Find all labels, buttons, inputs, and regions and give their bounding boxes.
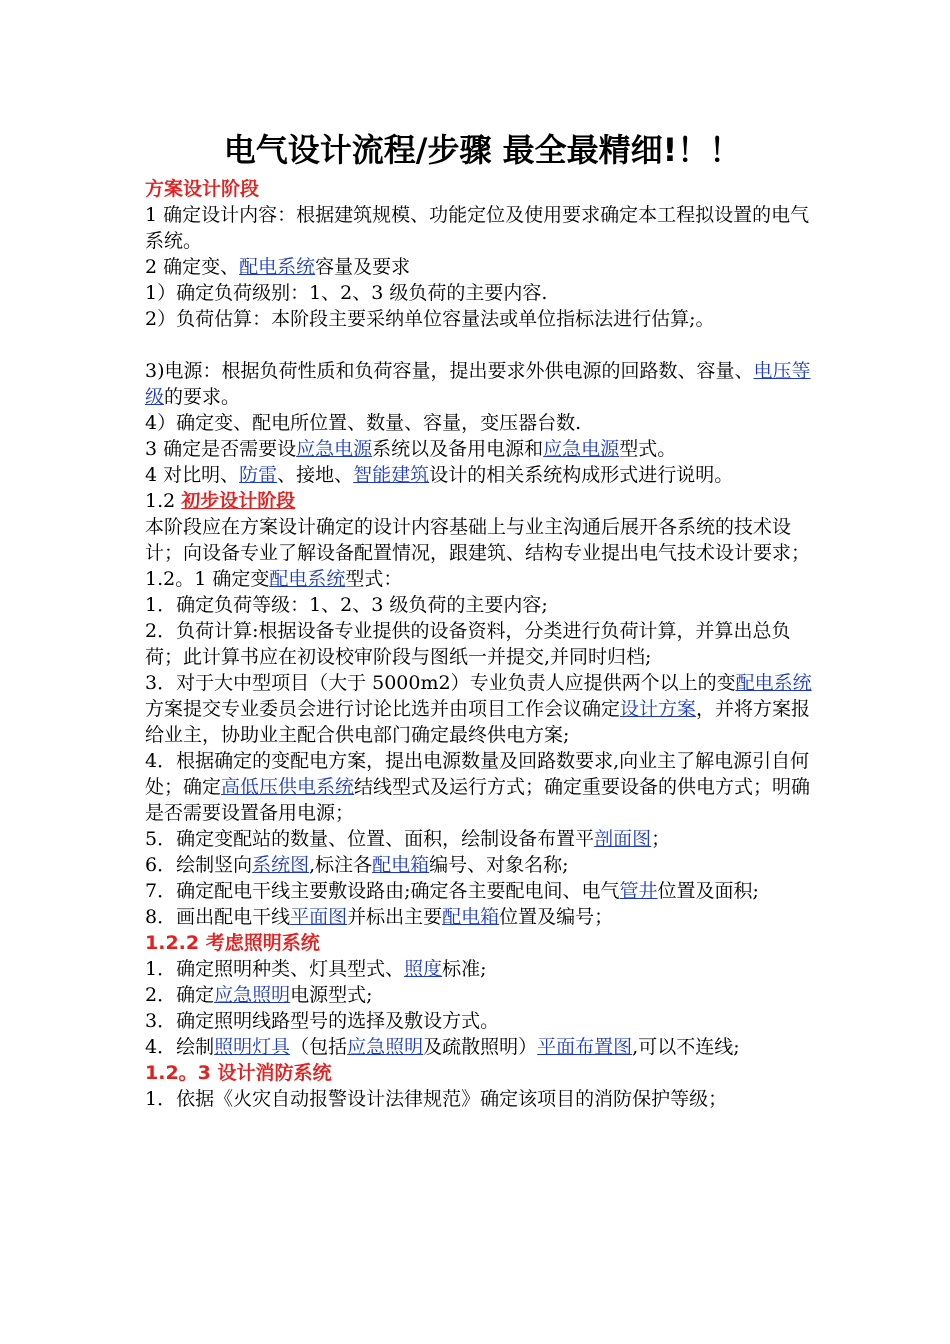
text-run: 电源型式; bbox=[290, 984, 373, 1006]
paragraph bbox=[145, 878, 820, 904]
hyperlink[interactable]: 设计方案 bbox=[620, 698, 697, 720]
text-run: 2．确定 bbox=[145, 984, 215, 1006]
hyperlink[interactable]: 初步设计阶段 bbox=[181, 490, 296, 512]
paragraph bbox=[145, 904, 820, 930]
text-run: 及疏散照明） bbox=[423, 1036, 538, 1058]
hyperlink[interactable]: 剖面图 bbox=[594, 828, 652, 850]
paragraph bbox=[145, 956, 820, 982]
text-run: 3)电源：根据负荷性质和负荷容量，提出要求外供电源的回路数、容量、 bbox=[145, 360, 754, 382]
text-run: 系统以及备用电源和 bbox=[372, 438, 544, 460]
section-heading bbox=[145, 930, 820, 956]
text-run: 位置及编号； bbox=[499, 906, 614, 928]
text-run: 4．绘制 bbox=[145, 1036, 215, 1058]
paragraph bbox=[145, 826, 820, 852]
text-run: ，并将方案报给业主，协助业主配合供电部门确定最终供电方案; bbox=[145, 698, 811, 746]
text-run: 4）确定变、配电所位置、数量、容量，变压器台数. bbox=[145, 412, 582, 434]
text-run: 8．画出配电干线 bbox=[145, 906, 291, 928]
text-run: 2）负荷估算：本阶段主要采纳单位容量法或单位指标法进行估算;。 bbox=[145, 308, 715, 330]
hyperlink[interactable]: 配电系统 bbox=[239, 256, 316, 278]
text-run: 方案提交专业委员会进行讨论比选并由项目工作会议确定 bbox=[145, 698, 621, 720]
hyperlink[interactable]: 应急照明 bbox=[214, 984, 291, 1006]
text-run: 型式。 bbox=[619, 438, 677, 460]
text-run: 1.2。1 确定变 bbox=[145, 568, 270, 590]
paragraph bbox=[145, 202, 820, 254]
paragraph bbox=[145, 280, 820, 306]
hyperlink[interactable]: 平面图 bbox=[290, 906, 348, 928]
document-title: 电气设计流程/步骤 最全最精细!！！ bbox=[223, 131, 742, 169]
hyperlink[interactable]: 配电箱 bbox=[442, 906, 500, 928]
paragraph bbox=[145, 982, 820, 1008]
hyperlink[interactable]: 智能建筑 bbox=[353, 464, 430, 486]
hyperlink[interactable]: 管井 bbox=[619, 880, 658, 902]
hyperlink[interactable]: 应急电源 bbox=[543, 438, 620, 460]
text-run: 3 确定是否需要设 bbox=[145, 438, 297, 460]
paragraph bbox=[145, 1008, 820, 1034]
paragraph bbox=[145, 618, 820, 670]
hyperlink[interactable]: 系统图 bbox=[252, 854, 310, 876]
paragraph bbox=[145, 566, 820, 592]
text-run: 1 确定设计内容：根据建筑规模、功能定位及使用要求确定本工程拟设置的电气系统。 bbox=[145, 204, 810, 252]
hyperlink[interactable]: 配电系统 bbox=[269, 568, 346, 590]
paragraph bbox=[145, 488, 820, 514]
text-run: ,可以不连线; bbox=[632, 1036, 740, 1058]
paragraph bbox=[145, 306, 820, 332]
heading-text: 1.2.2 考虑照明系统 bbox=[145, 932, 320, 954]
text-run: 3．对于大中型项目（大于 5000m2）专业负责人应提供两个以上的变 bbox=[145, 672, 736, 694]
text-run: 、接地、 bbox=[277, 464, 354, 486]
heading-text: 方案设计阶段 bbox=[145, 178, 260, 200]
section-heading bbox=[145, 1060, 820, 1086]
paragraph bbox=[145, 1034, 820, 1060]
text-run: 6．绘制竖向 bbox=[145, 854, 253, 876]
blank-line bbox=[145, 332, 820, 358]
text-run: 结线型式及运行方式；确定重要设备的供电方式；明确是否需要设置备用电源； bbox=[145, 776, 811, 824]
hyperlink[interactable]: 应急电源 bbox=[296, 438, 373, 460]
paragraph bbox=[145, 358, 820, 410]
hyperlink[interactable]: 防雷 bbox=[239, 464, 278, 486]
hyperlink[interactable]: 电压等级 bbox=[145, 360, 811, 408]
text-run: 位置及面积; bbox=[657, 880, 759, 902]
hyperlink[interactable]: 配电系统 bbox=[735, 672, 812, 694]
paragraph bbox=[145, 254, 820, 280]
hyperlink[interactable]: 照度 bbox=[404, 958, 443, 980]
text-run: 型式： bbox=[345, 568, 403, 590]
document-body bbox=[145, 176, 820, 1112]
text-run: 的要求。 bbox=[164, 386, 241, 408]
hyperlink[interactable]: 平面布置图 bbox=[537, 1036, 633, 1058]
text-run: 2 确定变、 bbox=[145, 256, 240, 278]
section-heading bbox=[145, 176, 820, 202]
text-run: 容量及要求 bbox=[315, 256, 411, 278]
text-run: 编号、对象名称; bbox=[429, 854, 569, 876]
text-run: 2．负荷计算:根据设备专业提供的设备资料，分类进行负荷计算，并算出总负荷；此计算书应在初设校审阶段与图纸一并提交,并同时归档; bbox=[145, 620, 791, 668]
paragraph bbox=[145, 852, 820, 878]
hyperlink[interactable]: 照明灯具 bbox=[214, 1036, 291, 1058]
text-run: 设计的相关系统构成形式进行说明。 bbox=[429, 464, 734, 486]
text-run: 1．确定负荷等级：1、2、3 级负荷的主要内容; bbox=[145, 594, 548, 616]
paragraph bbox=[145, 436, 820, 462]
text-run: 1.2 bbox=[145, 490, 182, 512]
hyperlink[interactable]: 配电箱 bbox=[372, 854, 430, 876]
text-run: 7．确定配电干线主要敷设路由;确定各主要配电间、电气 bbox=[145, 880, 620, 902]
text-run: 并标出主要 bbox=[347, 906, 443, 928]
paragraph bbox=[145, 592, 820, 618]
text-run: 4 对比明、 bbox=[145, 464, 240, 486]
hyperlink[interactable]: 高低压供电系统 bbox=[221, 776, 355, 798]
paragraph bbox=[145, 462, 820, 488]
paragraph bbox=[145, 410, 820, 436]
text-run: ； bbox=[651, 828, 671, 850]
text-run: 1）确定负荷级别：1、2、3 级负荷的主要内容. bbox=[145, 282, 548, 304]
text-run: ,标注各 bbox=[309, 854, 373, 876]
text-run: 标准; bbox=[442, 958, 487, 980]
paragraph bbox=[145, 670, 820, 748]
paragraph bbox=[145, 1086, 820, 1112]
text-run: 1．确定照明种类、灯具型式、 bbox=[145, 958, 405, 980]
text-run: 4．根据确定的变配电方案，提出电源数量及回路数要求,向业主了解电源引自何处；确定 bbox=[145, 750, 810, 798]
paragraph bbox=[145, 748, 820, 826]
heading-text: 1.2。3 设计消防系统 bbox=[145, 1062, 332, 1084]
hyperlink[interactable]: 应急照明 bbox=[347, 1036, 424, 1058]
text-run: 本阶段应在方案设计确定的设计内容基础上与业主沟通后展开各系统的技术设计；向设备专业了解设备配置情况，跟建筑、结构专业提出电气技术设计要求； bbox=[145, 516, 811, 564]
paragraph bbox=[145, 514, 820, 566]
text-run: 5．确定变配站的数量、位置、面积，绘制设备布置平 bbox=[145, 828, 595, 850]
text-run: 3．确定照明线路型号的选择及敷设方式。 bbox=[145, 1010, 500, 1032]
text-run: （包括 bbox=[290, 1036, 348, 1058]
text-run: 1．依据《火灾自动报警设计法律规范》确定该项目的消防保护等级； bbox=[145, 1088, 728, 1110]
